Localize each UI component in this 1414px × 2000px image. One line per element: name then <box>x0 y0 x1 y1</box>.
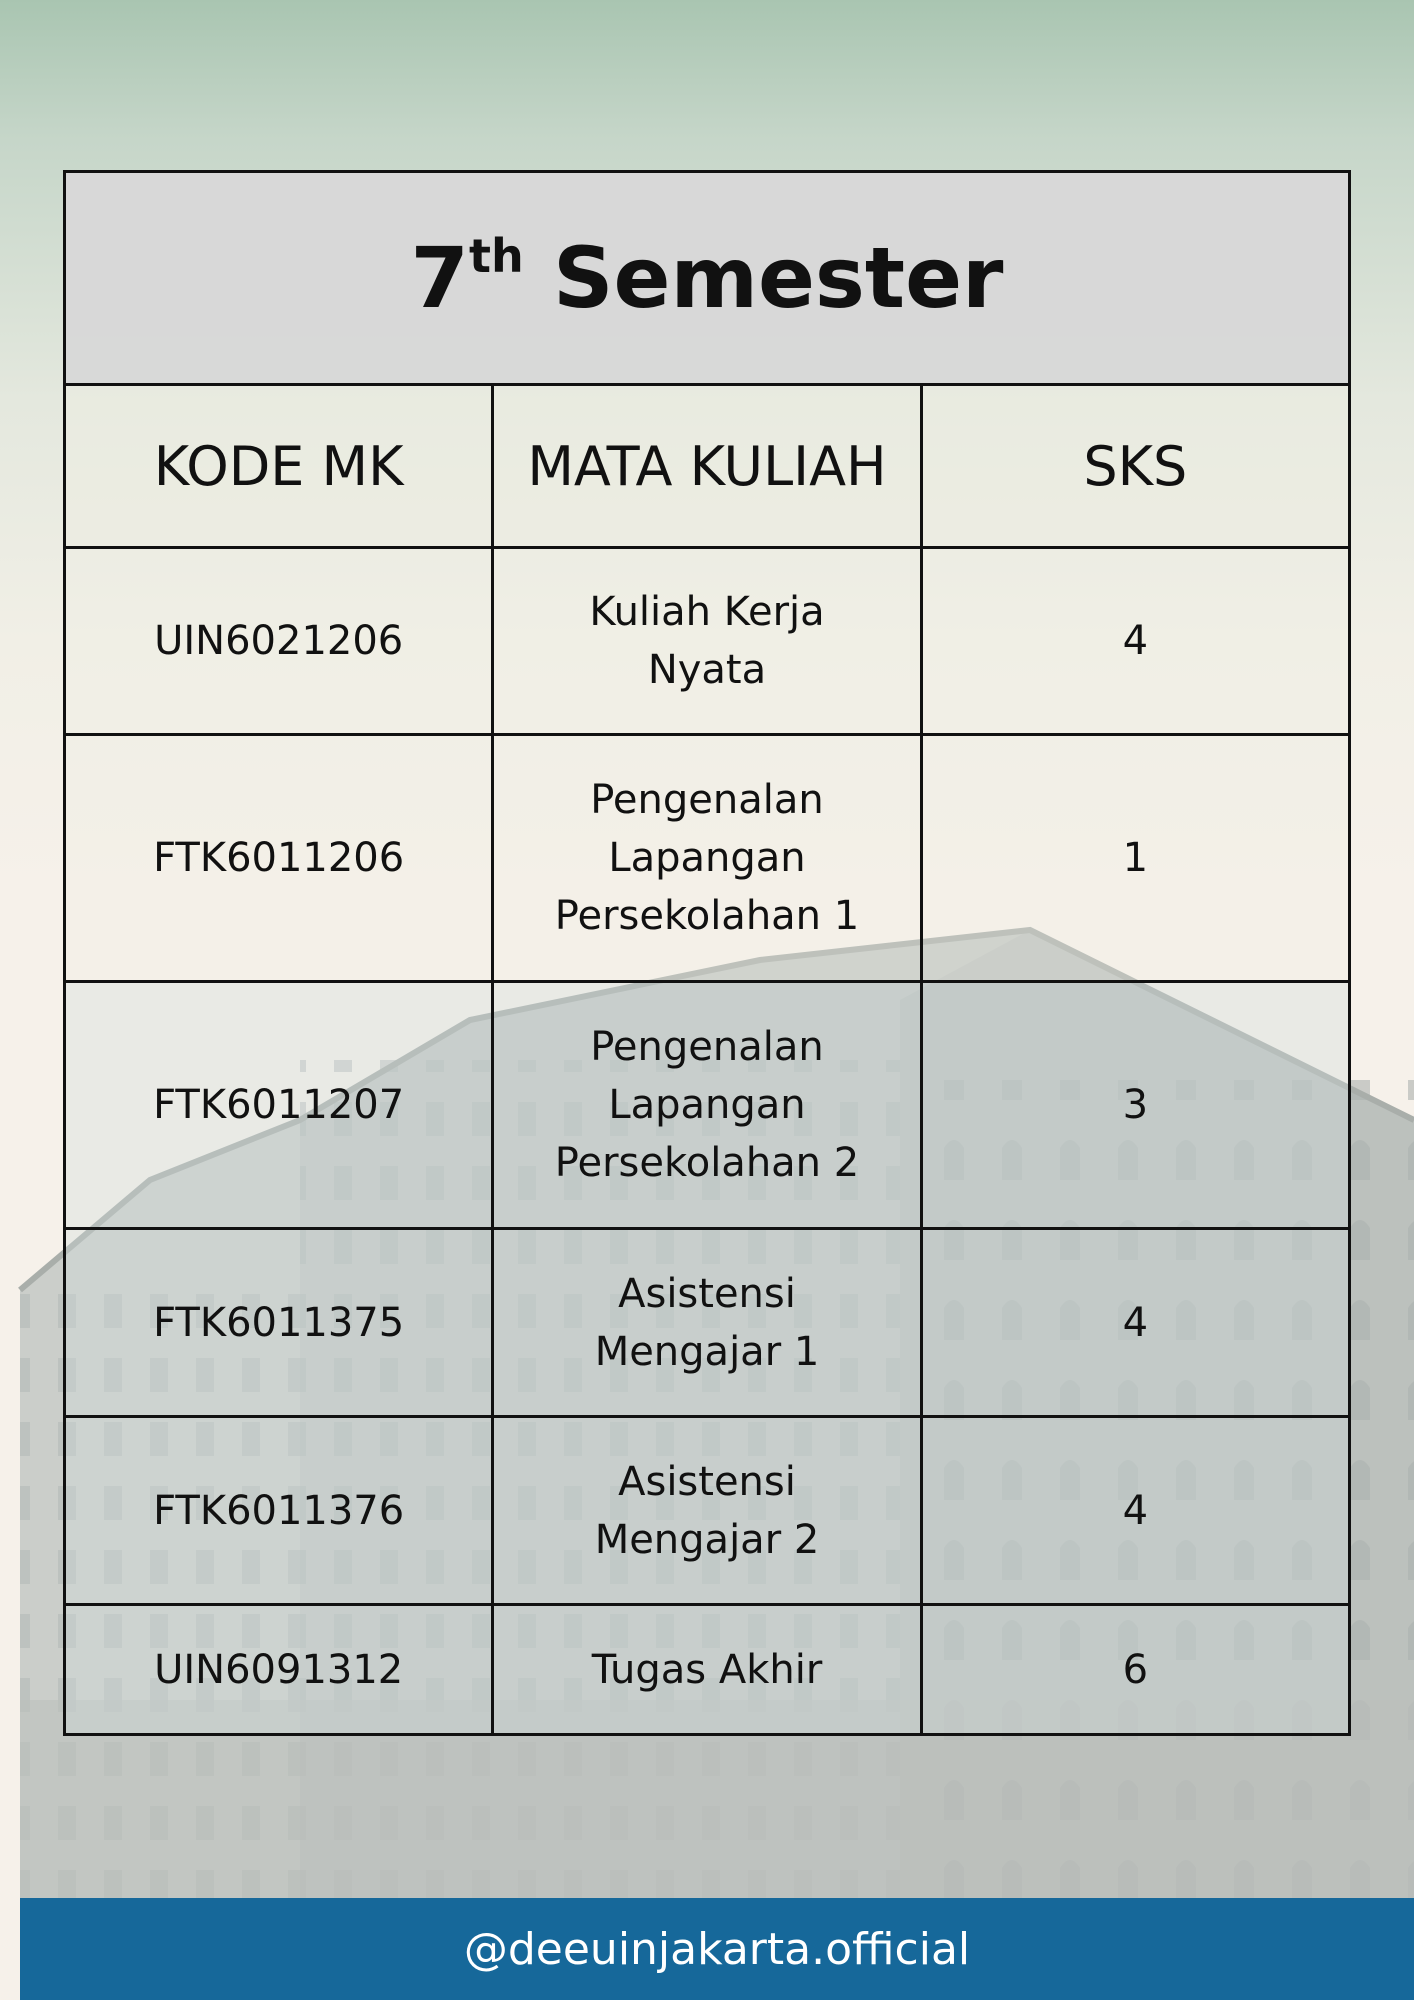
table-header-row <box>65 385 1350 548</box>
course-name-cell <box>493 735 921 982</box>
social-handle: @deeuinjakarta.official <box>463 1923 971 1975</box>
course-code: FTK6011375 <box>65 1229 493 1417</box>
course-sks: 1 <box>921 735 1349 982</box>
course-name: Pengenalan Lapangan Persekolahan 1 <box>554 777 860 939</box>
semester-number: 7 <box>410 229 469 327</box>
table-row <box>65 735 1350 982</box>
course-code: FTK6011206 <box>65 735 493 982</box>
course-name-cell <box>493 548 921 735</box>
course-name: Kuliah Kerja Nyata <box>589 589 825 693</box>
course-sks: 3 <box>921 982 1349 1229</box>
header-mata-kuliah: MATA KULIAH <box>493 385 921 548</box>
course-sks: 4 <box>921 548 1349 735</box>
table-row <box>65 1605 1350 1735</box>
course-code: UIN6091312 <box>65 1605 493 1735</box>
semester-title <box>411 229 1004 327</box>
course-name-cell <box>493 982 921 1229</box>
course-code: UIN6021206 <box>65 548 493 735</box>
semester-ordinal-suffix: th <box>468 229 524 283</box>
course-table-container <box>63 170 1351 1736</box>
header-sks: SKS <box>921 385 1349 548</box>
course-name-cell <box>493 1417 921 1605</box>
course-code: FTK6011376 <box>65 1417 493 1605</box>
course-name-cell <box>493 1229 921 1417</box>
course-table <box>63 170 1351 1736</box>
course-name: Tugas Akhir <box>591 1646 823 1693</box>
course-name: Pengenalan Lapangan Persekolahan 2 <box>554 1024 860 1186</box>
course-name-cell <box>493 1605 921 1735</box>
course-sks: 4 <box>921 1229 1349 1417</box>
course-sks: 6 <box>921 1605 1349 1735</box>
semester-title-cell <box>65 172 1350 385</box>
table-row <box>65 548 1350 735</box>
course-name: Asistensi Mengajar 2 <box>594 1458 820 1563</box>
table-row <box>65 1229 1350 1417</box>
semester-word: Semester <box>552 229 1004 327</box>
table-row <box>65 1417 1350 1605</box>
course-name: Asistensi Mengajar 1 <box>594 1270 820 1375</box>
table-row <box>65 982 1350 1229</box>
footer-banner <box>20 1898 1414 2000</box>
course-sks: 4 <box>921 1417 1349 1605</box>
header-kode-mk: KODE MK <box>65 385 493 548</box>
course-code: FTK6011207 <box>65 982 493 1229</box>
